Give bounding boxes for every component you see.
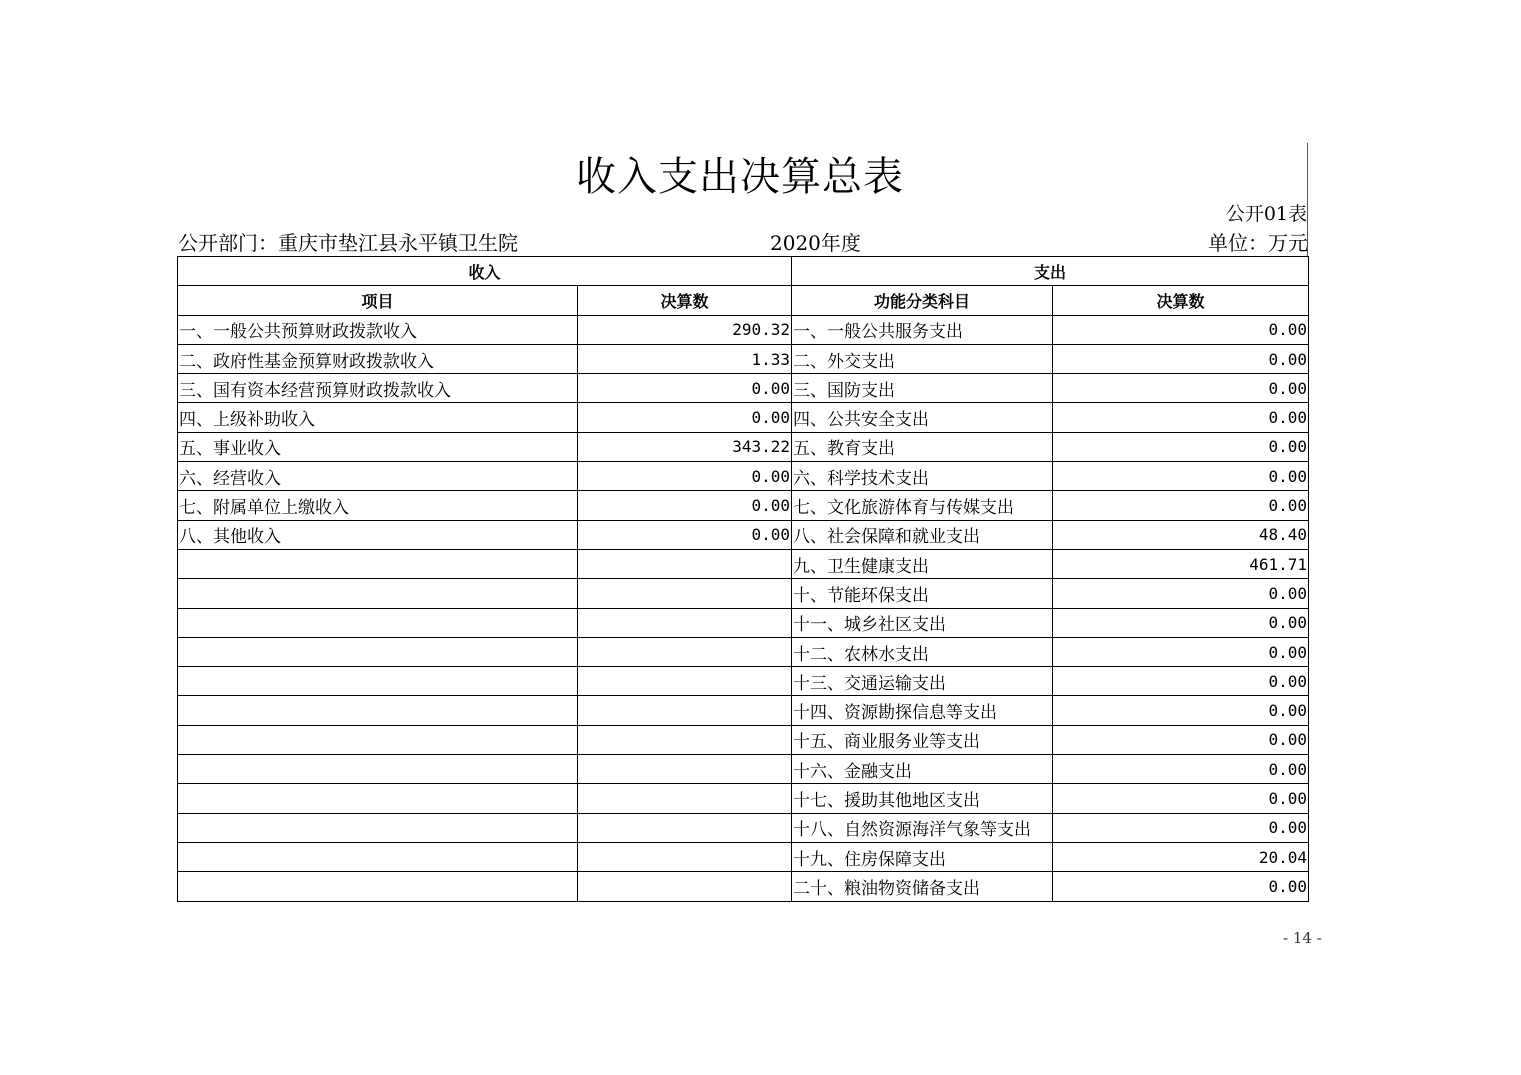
income-amount-cell: 0.00	[578, 491, 792, 520]
table-row	[178, 872, 1309, 901]
expense-category-cell: 十四、资源勘探信息等支出	[792, 696, 1053, 725]
income-amount-cell: 0.00	[578, 462, 792, 491]
income-amount-cell	[578, 667, 792, 696]
income-header: 收入	[178, 257, 792, 286]
table-row	[178, 784, 1309, 813]
income-item-cell: 二、政府性基金预算财政拨款收入	[178, 344, 578, 373]
income-amount-cell	[578, 872, 792, 901]
expense-category-cell: 十一、城乡社区支出	[792, 608, 1053, 637]
table-id: 公开01表	[1225, 203, 1307, 225]
expense-amount-cell: 0.00	[1053, 755, 1309, 784]
expense-amount-cell: 0.00	[1053, 491, 1309, 520]
income-item-cell: 七、附属单位上缴收入	[178, 491, 578, 520]
expense-category-cell: 十六、金融支出	[792, 755, 1053, 784]
table-row	[178, 462, 1309, 491]
table-row	[178, 315, 1309, 344]
income-item-cell	[178, 755, 578, 784]
income-amount-cell	[578, 696, 792, 725]
income-amount-cell	[578, 637, 792, 666]
income-item-cell	[178, 784, 578, 813]
expense-amount-cell: 0.00	[1053, 608, 1309, 637]
income-amount-cell	[578, 549, 792, 578]
expense-amount-cell: 0.00	[1053, 579, 1309, 608]
expense-amount-cell: 0.00	[1053, 637, 1309, 666]
expense-category-cell: 九、卫生健康支出	[792, 549, 1053, 578]
expense-amount-cell: 0.00	[1053, 784, 1309, 813]
income-item-cell: 五、事业收入	[178, 432, 578, 461]
expense-category-cell: 八、社会保障和就业支出	[792, 520, 1053, 549]
page-title: 收入支出决算总表	[576, 154, 904, 200]
table-row	[178, 403, 1309, 432]
table-row	[178, 549, 1309, 578]
expense-category-cell: 十二、农林水支出	[792, 637, 1053, 666]
expense-amount-cell: 0.00	[1053, 696, 1309, 725]
expense-amount-cell: 48.40	[1053, 520, 1309, 549]
expense-category-cell: 十七、援助其他地区支出	[792, 784, 1053, 813]
amount-header: 决算数	[578, 286, 792, 315]
expense-category-cell: 十五、商业服务业等支出	[792, 725, 1053, 754]
expense-category-cell: 四、公共安全支出	[792, 403, 1053, 432]
expense-amount-cell: 0.00	[1053, 872, 1309, 901]
income-amount-cell: 0.00	[578, 520, 792, 549]
table-row	[178, 374, 1309, 403]
expense-category-cell: 十、节能环保支出	[792, 579, 1053, 608]
expense-amount-cell: 0.00	[1053, 462, 1309, 491]
income-item-cell: 四、上级补助收入	[178, 403, 578, 432]
table-row	[178, 579, 1309, 608]
expense-amount-cell: 0.00	[1053, 374, 1309, 403]
expense-category-cell: 十八、自然资源海洋气象等支出	[792, 813, 1053, 842]
table-row	[178, 637, 1309, 666]
income-amount-cell: 0.00	[578, 374, 792, 403]
expense-amount-cell: 0.00	[1053, 403, 1309, 432]
income-amount-cell	[578, 813, 792, 842]
expense-category-cell: 二、外交支出	[792, 344, 1053, 373]
expense-amount-cell: 461.71	[1053, 549, 1309, 578]
income-item-cell	[178, 667, 578, 696]
expense-amount-cell: 0.00	[1053, 667, 1309, 696]
department-label: 公开部门：重庆市垫江县永平镇卫生院	[178, 231, 518, 255]
table-row	[178, 725, 1309, 754]
expense-category-cell: 五、教育支出	[792, 432, 1053, 461]
expense-amount-cell: 0.00	[1053, 432, 1309, 461]
income-amount-cell	[578, 784, 792, 813]
income-amount-cell: 290.32	[578, 315, 792, 344]
income-amount-cell	[578, 608, 792, 637]
budget-table	[177, 256, 1309, 902]
expense-category-cell: 六、科学技术支出	[792, 462, 1053, 491]
header-row-groups	[178, 257, 1309, 286]
income-amount-cell: 0.00	[578, 403, 792, 432]
income-item-cell: 一、一般公共预算财政拨款收入	[178, 315, 578, 344]
item-header: 项目	[178, 286, 578, 315]
header-row-columns	[178, 286, 1309, 315]
income-item-cell: 六、经营收入	[178, 462, 578, 491]
expense-amount-cell: 0.00	[1053, 315, 1309, 344]
expense-category-cell: 十三、交通运输支出	[792, 667, 1053, 696]
expense-amount-cell: 0.00	[1053, 344, 1309, 373]
income-amount-cell	[578, 579, 792, 608]
expense-amount-cell: 0.00	[1053, 725, 1309, 754]
expense-category-cell: 三、国防支出	[792, 374, 1053, 403]
income-amount-cell: 1.33	[578, 344, 792, 373]
income-amount-cell	[578, 725, 792, 754]
income-item-cell	[178, 579, 578, 608]
table-row	[178, 667, 1309, 696]
category-header: 功能分类科目	[792, 286, 1053, 315]
table-row	[178, 842, 1309, 871]
page-number: - 14 -	[1283, 929, 1322, 947]
table-row	[178, 491, 1309, 520]
income-amount-cell: 343.22	[578, 432, 792, 461]
table-row	[178, 432, 1309, 461]
table-row	[178, 755, 1309, 784]
income-item-cell	[178, 842, 578, 871]
income-item-cell: 八、其他收入	[178, 520, 578, 549]
income-amount-cell	[578, 755, 792, 784]
table-row	[178, 608, 1309, 637]
income-item-cell	[178, 725, 578, 754]
fiscal-year: 2020年度	[770, 231, 861, 255]
income-item-cell: 三、国有资本经营预算财政拨款收入	[178, 374, 578, 403]
expense-category-cell: 一、一般公共服务支出	[792, 315, 1053, 344]
income-amount-cell	[578, 842, 792, 871]
income-item-cell	[178, 872, 578, 901]
income-item-cell	[178, 696, 578, 725]
income-item-cell	[178, 549, 578, 578]
table-row	[178, 813, 1309, 842]
table-row	[178, 520, 1309, 549]
expense-header: 支出	[792, 257, 1309, 286]
income-item-cell	[178, 608, 578, 637]
unit-label: 单位：万元	[1208, 231, 1308, 255]
meta-row	[178, 227, 1308, 255]
expense-category-cell: 十九、住房保障支出	[792, 842, 1053, 871]
amount2-header: 决算数	[1053, 286, 1309, 315]
expense-category-cell: 七、文化旅游体育与传媒支出	[792, 491, 1053, 520]
expense-amount-cell: 0.00	[1053, 813, 1309, 842]
table-row	[178, 696, 1309, 725]
expense-amount-cell: 20.04	[1053, 842, 1309, 871]
table-row	[178, 344, 1309, 373]
expense-category-cell: 二十、粮油物资储备支出	[792, 872, 1053, 901]
income-item-cell	[178, 813, 578, 842]
income-item-cell	[178, 637, 578, 666]
